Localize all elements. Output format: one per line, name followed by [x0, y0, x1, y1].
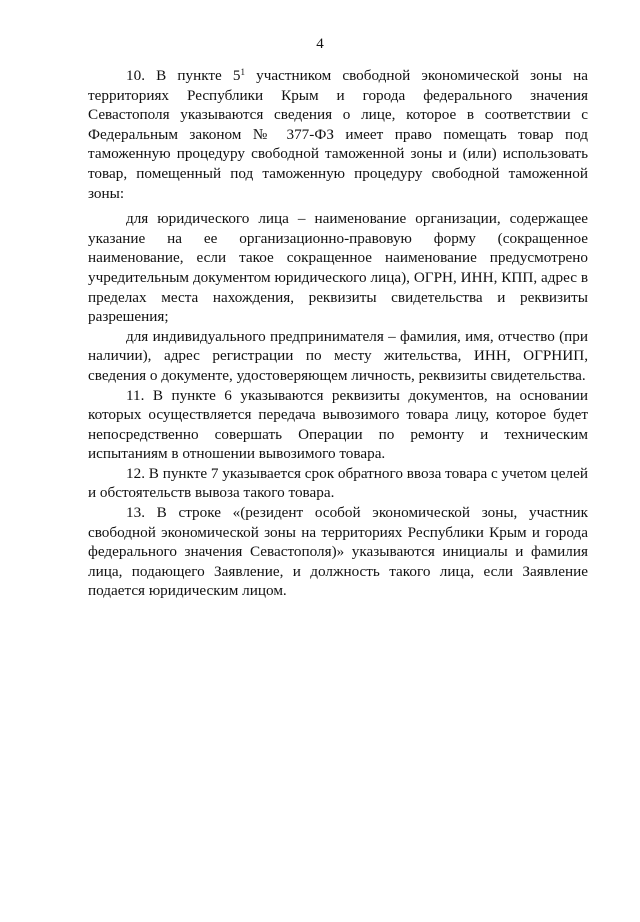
- paragraph-individual-entrepreneur: для индивидуального предпринимателя – фамилия, имя, отчество (при наличии), адрес регистрации по месту жительства, ИНН, ОГРНИП, сведения о документе, удостоверяющем личность, реквизиты свидетельства.: [88, 327, 588, 384]
- paragraph-12: 12. В пункте 7 указывается срок обратного ввоза товара с учетом целей и обстоятельств вывоза такого товара.: [88, 464, 588, 502]
- superscript-1: 1: [240, 67, 245, 77]
- document-body: [88, 66, 588, 601]
- paragraph-11: 11. В пункте 6 указываются реквизиты документов, на основании которых осуществляется передача вывозимого товара лицу, которое будет непосредственно совершать Операции по ремонту и техническим испытаниям в отношении вывозимого товара.: [88, 386, 588, 463]
- page-number: 4: [316, 36, 324, 52]
- paragraph-10-start: 10. В пункте 5: [126, 67, 241, 84]
- paragraph-13: 13. В строке «(резидент особой экономической зоны, участник свободной экономической зоны на территориях Республики Крым и города федерального значения Севастополя)» указываются инициалы и фамилия лица, подающего Заявление, и должность такого лица, если Заявление подается юридическим лицом.: [88, 504, 588, 600]
- paragraph-10-rest: участником свободной экономической зоны на территориях Республики Крым и города федерального значения Севастополя указываются сведения о лице, которое в соответствии с Федеральным законом № 377-ФЗ имеет право помещать товар под таможенную процедуру свободной таможенной зоны и (или) использовать товар, помещенный под таможенную процедуру свободной таможенной зоны:: [88, 67, 588, 202]
- paragraph-10: [88, 66, 588, 203]
- paragraph-legal-entity: для юридического лица – наименование организации, содержащее указание на ее организационно-правовую форму (сокращенное наименование, если такое сокращенное наименование предусмотрено учредительным документом юридического лица), ОГРН, ИНН, КПП, адрес в пределах места нахождения, реквизиты свидетельства и реквизиты разрешения;: [88, 210, 588, 326]
